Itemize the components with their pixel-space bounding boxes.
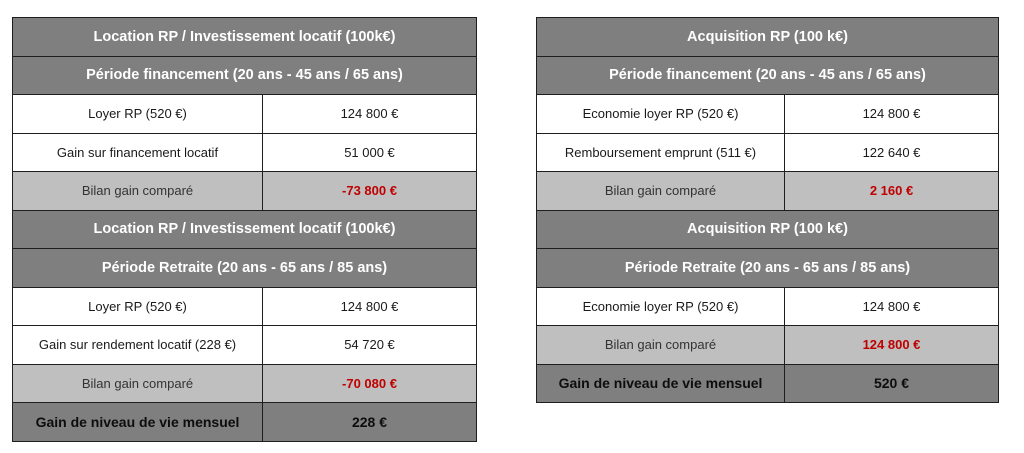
location-comparison-table bbox=[12, 17, 477, 442]
row-label: Gain sur financement locatif bbox=[13, 133, 263, 172]
row-value: 124 800 € bbox=[785, 287, 999, 326]
row-value: 124 800 € bbox=[263, 95, 477, 134]
table-row bbox=[13, 95, 477, 134]
period-header: Période Retraite (20 ans - 65 ans / 85 ans) bbox=[537, 249, 999, 288]
row-value: 51 000 € bbox=[263, 133, 477, 172]
bilan-label: Bilan gain comparé bbox=[537, 326, 785, 365]
period-header: Période financement (20 ans - 45 ans / 65 ans) bbox=[537, 56, 999, 95]
row-label: Loyer RP (520 €) bbox=[13, 95, 263, 134]
period-header: Période financement (20 ans - 45 ans / 65 ans) bbox=[13, 56, 477, 95]
section-title: Acquisition RP (100 k€) bbox=[537, 18, 999, 57]
bilan-label: Bilan gain comparé bbox=[13, 172, 263, 211]
row-value: 122 640 € bbox=[785, 133, 999, 172]
gain-label: Gain de niveau de vie mensuel bbox=[13, 403, 263, 442]
table-row bbox=[13, 326, 477, 365]
section-title: Acquisition RP (100 k€) bbox=[537, 210, 999, 249]
row-label: Remboursement emprunt (511 €) bbox=[537, 133, 785, 172]
row-label: Gain sur rendement locatif (228 €) bbox=[13, 326, 263, 365]
row-label: Economie loyer RP (520 €) bbox=[537, 95, 785, 134]
bilan-label: Bilan gain comparé bbox=[13, 364, 263, 403]
table-row bbox=[537, 95, 999, 134]
row-value: 54 720 € bbox=[263, 326, 477, 365]
bilan-value: 124 800 € bbox=[785, 326, 999, 365]
row-value: 124 800 € bbox=[785, 95, 999, 134]
table-row bbox=[537, 133, 999, 172]
gain-value: 520 € bbox=[785, 364, 999, 403]
row-label: Loyer RP (520 €) bbox=[13, 287, 263, 326]
bilan-row bbox=[13, 364, 477, 403]
table-row bbox=[13, 133, 477, 172]
row-label: Economie loyer RP (520 €) bbox=[537, 287, 785, 326]
gain-row bbox=[537, 364, 999, 403]
bilan-row bbox=[537, 326, 999, 365]
section-title: Location RP / Investissement locatif (100k€) bbox=[13, 18, 477, 57]
gain-row bbox=[13, 403, 477, 442]
section-title: Location RP / Investissement locatif (100k€) bbox=[13, 210, 477, 249]
acquisition-comparison-table bbox=[536, 17, 999, 403]
bilan-value: -73 800 € bbox=[263, 172, 477, 211]
gain-value: 228 € bbox=[263, 403, 477, 442]
table-row bbox=[537, 287, 999, 326]
bilan-row bbox=[537, 172, 999, 211]
bilan-value: -70 080 € bbox=[263, 364, 477, 403]
gain-label: Gain de niveau de vie mensuel bbox=[537, 364, 785, 403]
bilan-row bbox=[13, 172, 477, 211]
row-value: 124 800 € bbox=[263, 287, 477, 326]
table-row bbox=[13, 287, 477, 326]
period-header: Période Retraite (20 ans - 65 ans / 85 ans) bbox=[13, 249, 477, 288]
bilan-value: 2 160 € bbox=[785, 172, 999, 211]
bilan-label: Bilan gain comparé bbox=[537, 172, 785, 211]
